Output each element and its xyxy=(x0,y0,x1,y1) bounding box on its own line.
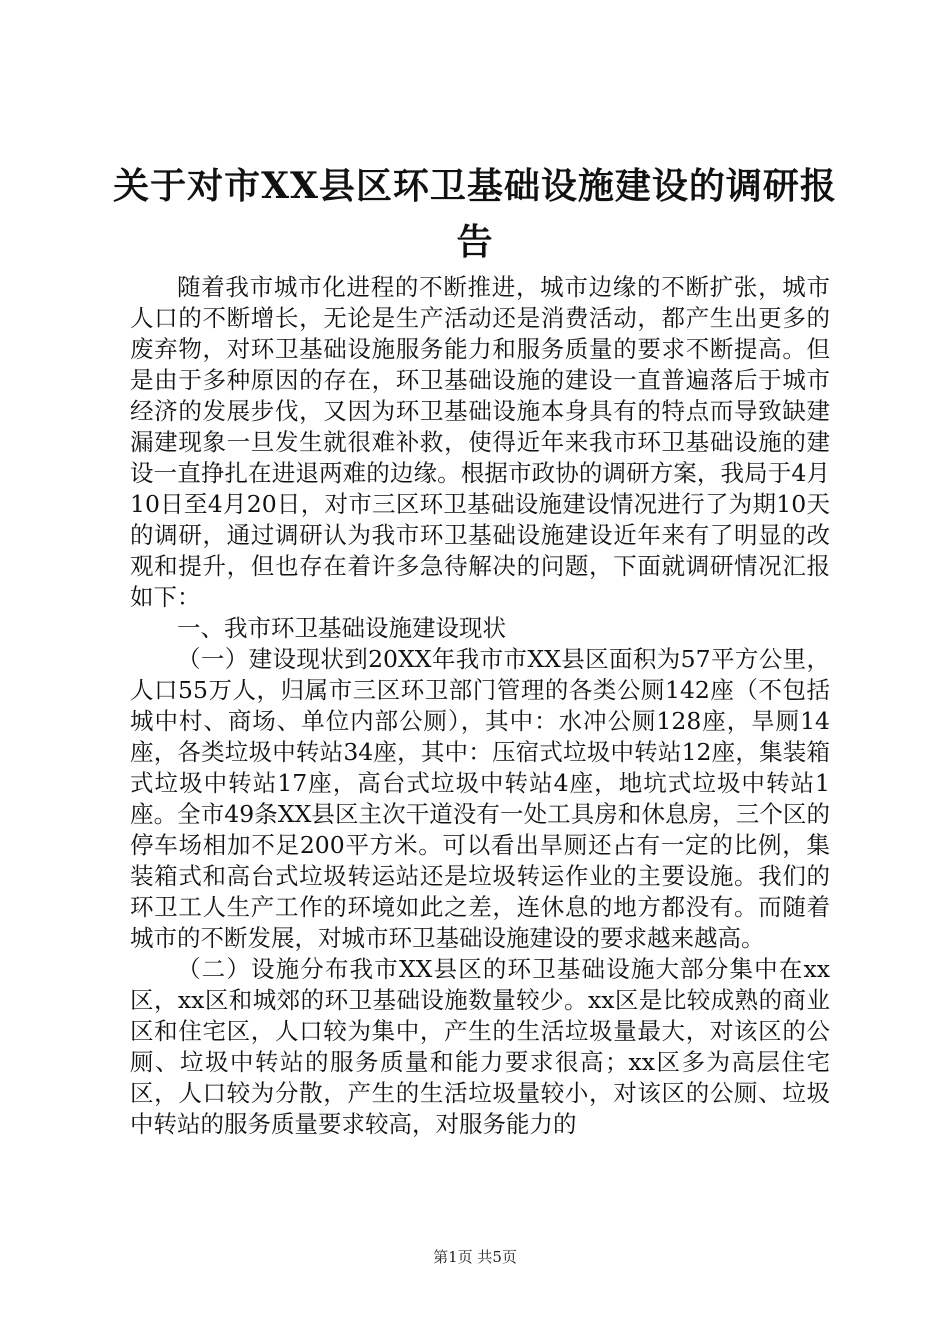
page-title: 关于对市XX县区环卫基础设施建设的调研报告 xyxy=(113,165,837,263)
page-footer: 第1页 共5页 xyxy=(433,1248,517,1266)
section-heading: 一、我市环卫基础设施建设现状 xyxy=(177,614,506,642)
document-body xyxy=(130,272,830,1140)
intro-paragraph: 随着我市城市化进程的不断推进，城市边缘的不断扩张，城市人口的不断增长，无论是生产活动还是消费活动，都产生出更多的废弃物，对环卫基础设施服务能力和服务质量的要求不断提高。但是由于多种原因的存在，环卫基础设施的建设一直普遍落后于城市经济的发展步伐，又因为环卫基础设施本身具有的特点而导致缺建漏建现象一旦发生就很难补救，使得近年来我市环卫基础设施的建设一直挣扎在进退两难的边缘。根据市政协的调研方案，我局于4月10日至4月20日，对市三区环卫基础设施建设情况进行了为期10天的调研，通过调研认为我市环卫基础设施建设近年来有了明显的改观和提升，但也存在着许多急待解决的问题，下面就调研情况汇报如下： xyxy=(130,273,830,611)
facility-distribution-paragraph: （二）设施分布我市XX县区的环卫基础设施大部分集中在xx区，xx区和城郊的环卫基础设施数量较少。xx区是比较成熟的商业区和住宅区，人口较为集中，产生的生活垃圾量最大，对该区的公厕、垃圾中转站的服务质量和能力要求很高；xx区多为高层住宅区，人口较为分散，产生的生活垃圾量较小，对该区的公厕、垃圾中转站的服务质量要求较高，对服务能力的 xyxy=(130,955,830,1138)
construction-status-paragraph: （一）建设现状到20XX年我市市XX县区面积为57平方公里，人口55万人，归属市三区环卫部门管理的各类公厕142座（不包括城中村、商场、单位内部公厕），其中：水冲公厕128座，旱厕14座，各类垃圾中转站34座，其中：压宿式垃圾中转站12座，集装箱式垃圾中转站17座，高台式垃圾中转站4座，地坑式垃圾中转站1座。全市49条XX县区主次干道没有一处工具房和休息房，三个区的停车场相加不足200平方米。可以看出旱厕还占有一定的比例，集装箱式和高台式垃圾转运站还是垃圾转运作业的主要设施。我们的环卫工人生产工作的环境如此之差，连休息的地方都没有。而随着城市的不断发展，对城市环卫基础设施建设的要求越来越高。 xyxy=(130,645,830,952)
